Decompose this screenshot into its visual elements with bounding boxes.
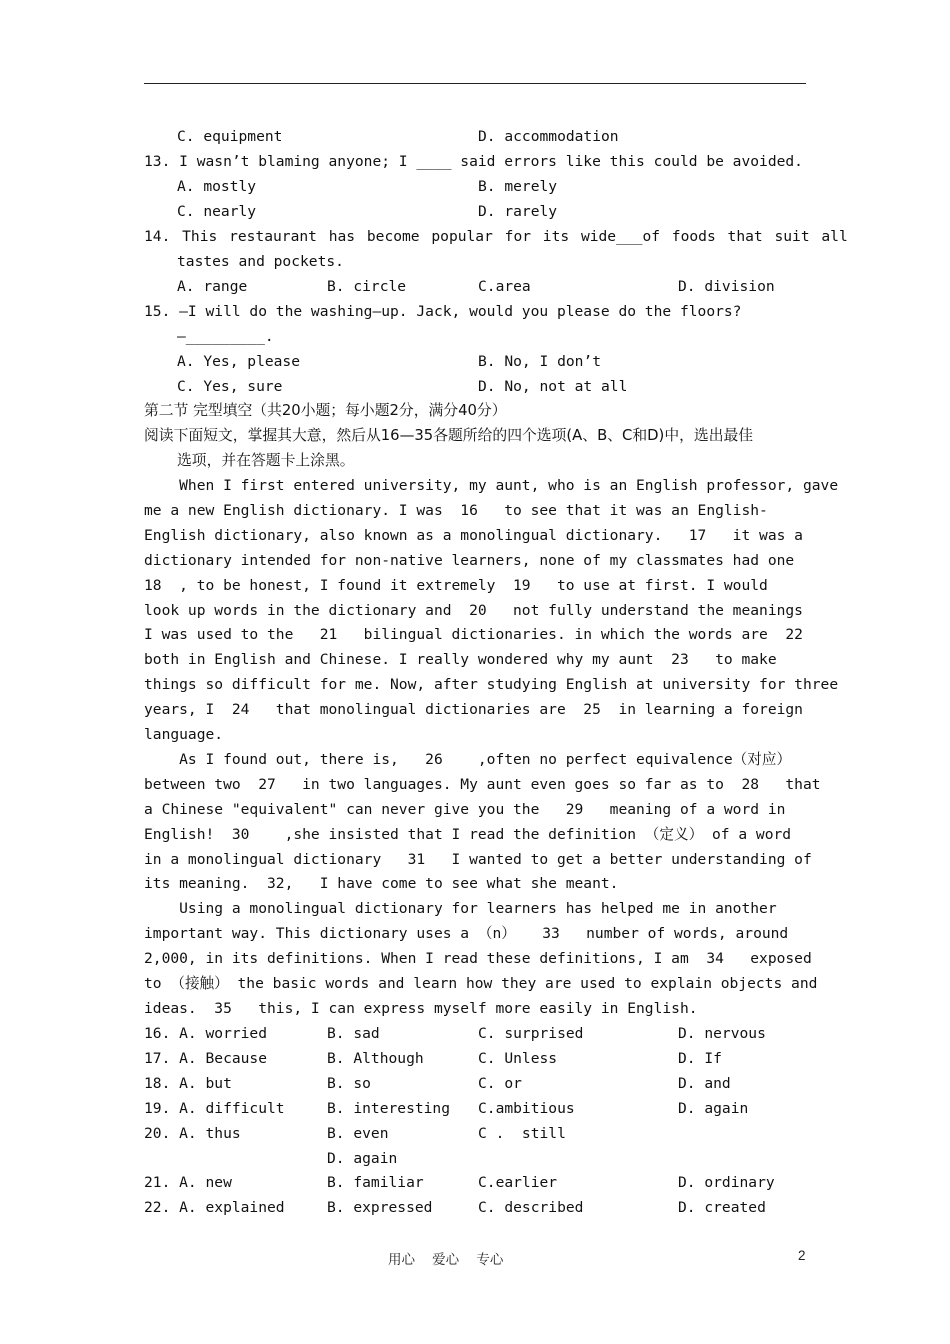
q14-option-a: A. range xyxy=(177,278,248,295)
answer-option: C. Unless xyxy=(478,1049,558,1067)
answer-option: 20. A. thus xyxy=(144,1124,241,1142)
q15-option-b: B. No, I don’t xyxy=(478,353,602,370)
answer-option: D. If xyxy=(678,1049,722,1067)
q14-option-d: D. division xyxy=(678,278,775,295)
answer-option: B. even xyxy=(327,1124,389,1142)
passage-line: English dictionary, also known as a monolingual dictionary. 17 it was a xyxy=(144,526,803,544)
q15-option-d: D. No, not at all xyxy=(478,378,628,395)
passage-line: to （接触） the basic words and learn how they are used to explain objects and xyxy=(144,975,818,992)
q14-option-c: C.area xyxy=(478,278,531,295)
q15-stem: 15. —I will do the washing—up. Jack, would you please do the floors? xyxy=(144,303,742,320)
answer-option: D. again xyxy=(678,1099,749,1117)
passage-line: its meaning. 32, I have come to see what she meant. xyxy=(144,875,619,893)
answer-option: 16. A. worried xyxy=(144,1025,268,1042)
passage-line: between two 27 in two languages. My aunt even goes so far as to 28 that xyxy=(144,775,821,793)
passage-line: When I first entered university, my aunt, who is an English professor, gave xyxy=(144,477,839,494)
passage-line: 18 , to be honest, I found it extremely 19 to use at first. I would xyxy=(144,576,768,594)
answer-option: C. described xyxy=(478,1199,584,1217)
q15-stem-cont: —_________. xyxy=(177,328,274,345)
q14-stem-cont: tastes and pockets. xyxy=(177,253,344,270)
q13-option-c: C. nearly xyxy=(177,203,257,220)
answer-option: C.ambitious xyxy=(478,1099,575,1117)
passage-line: a Chinese "equivalent" can never give you the 29 meaning of a word in xyxy=(144,800,786,818)
answer-option: D. and xyxy=(678,1074,731,1092)
q13-stem: 13. I wasn’t blaming anyone; I ____ said errors like this could be avoided. xyxy=(144,153,803,170)
passage-line: me a new English dictionary. I was 16 to see that it was an English- xyxy=(144,501,768,519)
answer-option: 19. A. difficult xyxy=(144,1099,285,1117)
q13-option-a: A. mostly xyxy=(177,178,257,195)
passage-line: in a monolingual dictionary 31 I wanted to get a better understanding of xyxy=(144,850,812,868)
section-instructions: 阅读下面短文，掌握其大意，然后从16—35各题所给的四个选项(A、B、C和D)中，选出最佳 xyxy=(144,427,754,444)
answer-option: B. Although xyxy=(327,1049,424,1067)
q15-option-c: C. Yes, sure xyxy=(177,378,283,395)
answer-option: B. interesting xyxy=(327,1099,451,1117)
passage-line: things so difficult for me. Now, after studying English at university for three xyxy=(144,676,839,694)
answer-option: 21. A. new xyxy=(144,1174,232,1192)
passage-line: important way. This dictionary uses a （n） 33 number of words, around xyxy=(144,925,789,943)
passage-line: dictionary intended for non-native learners, none of my classmates had one xyxy=(144,551,795,569)
passage-line: As I found out, there is, 26 ,often no perfect equivalence（对应） xyxy=(144,750,792,768)
header-rule xyxy=(144,83,806,84)
passage-line: ideas. 35 this, I can express myself more easily in English. xyxy=(144,999,698,1017)
passage-line: years, I 24 that monolingual dictionaries are 25 in learning a foreign xyxy=(144,701,803,719)
q13-option-d: D. rarely xyxy=(478,203,558,220)
answer-option: B. familiar xyxy=(327,1174,424,1192)
answer-option: 22. A. explained xyxy=(144,1199,285,1217)
section-instructions-cont: 选项，并在答题卡上涂黑。 xyxy=(177,452,355,469)
passage-line: Using a monolingual dictionary for learners has helped me in another xyxy=(144,900,777,918)
answer-option: C. surprised xyxy=(478,1025,584,1042)
passage-line: English! 30 ,she insisted that I read the definition （定义） of a word xyxy=(144,825,792,843)
answer-option: B. so xyxy=(327,1074,371,1092)
q13-option-b: B. merely xyxy=(478,178,558,195)
answer-option: C. or xyxy=(478,1074,522,1092)
answer-option: D. ordinary xyxy=(678,1174,775,1192)
q12-option-d: D. accommodation xyxy=(478,128,619,145)
q15-option-a: A. Yes, please xyxy=(177,353,301,370)
answer-option: D. again xyxy=(327,1149,398,1167)
page-footer: 用心 爱心 专心 xyxy=(388,1252,504,1268)
passage-line: look up words in the dictionary and 20 not fully understand the meanings xyxy=(144,601,803,619)
passage-line: I was used to the 21 bilingual dictionaries. in which the words are 22 xyxy=(144,626,803,644)
section-title: 第二节 完型填空（共20小题；每小题2分，满分40分） xyxy=(144,402,507,419)
passage-line: language. xyxy=(144,726,224,743)
page-number: 2 xyxy=(798,1248,806,1263)
answer-option: 17. A. Because xyxy=(144,1049,268,1067)
q14-stem: 14. This restaurant has become popular for its wide___of foods that suit all xyxy=(144,228,848,245)
answer-option: C . still xyxy=(478,1124,566,1142)
answer-option: B. sad xyxy=(327,1025,380,1042)
answer-option: C.earlier xyxy=(478,1174,558,1192)
passage-line: 2,000, in its definitions. When I read these definitions, I am 34 exposed xyxy=(144,950,812,968)
passage-line: both in English and Chinese. I really wondered why my aunt 23 to make xyxy=(144,651,777,669)
answer-option: 18. A. but xyxy=(144,1074,232,1092)
answer-option: D. nervous xyxy=(678,1025,766,1042)
answer-option: B. expressed xyxy=(327,1199,433,1217)
q14-option-b: B. circle xyxy=(327,278,407,295)
q12-option-c: C. equipment xyxy=(177,128,283,145)
answer-option: D. created xyxy=(678,1199,766,1217)
